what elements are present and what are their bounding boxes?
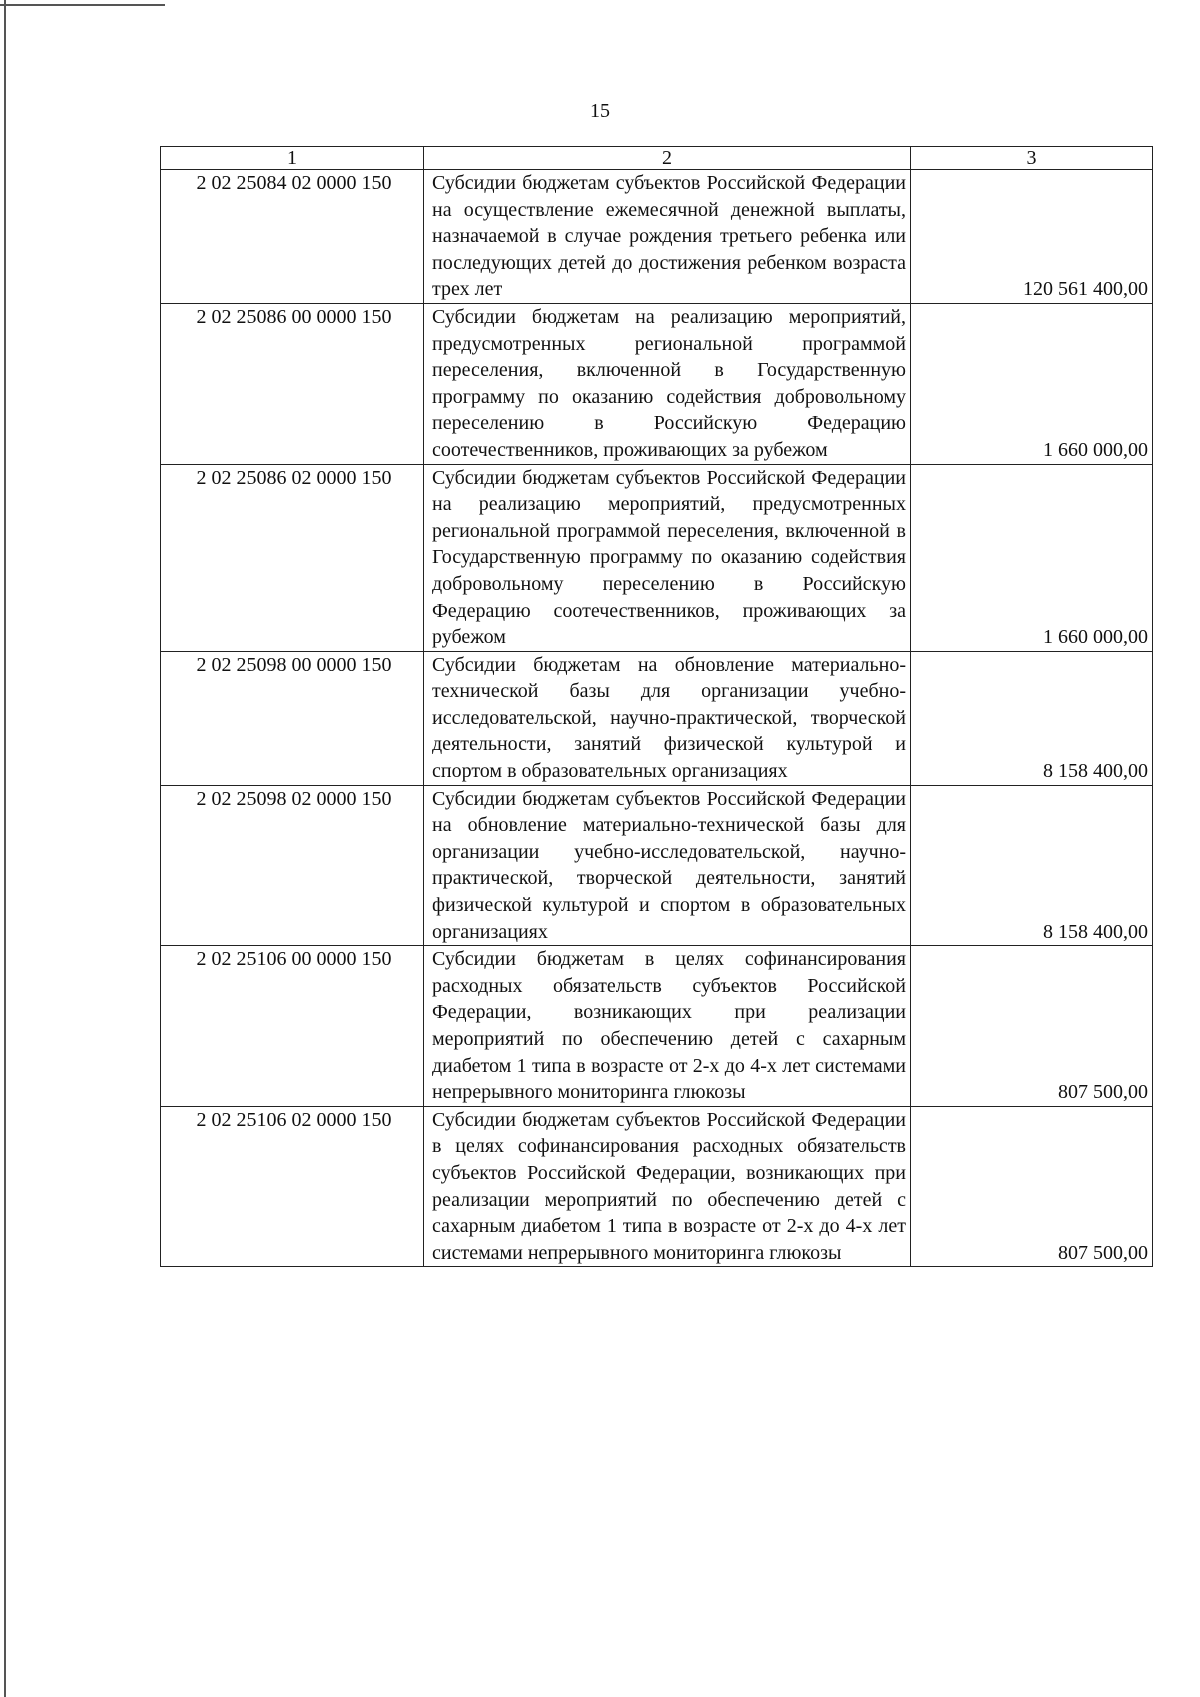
description-cell: Субсидии бюджетам субъектов Российской Федерации на обновление материально-технической базы для организации учебно-исследовательской, научно-практической, творческой деятельности, занятий физической культурой и спортом в образовательных организациях xyxy=(424,785,911,946)
budget-code-cell: 2 02 25106 00 0000 150 xyxy=(161,946,424,1107)
amount-cell: 1 660 000,00 xyxy=(911,303,1153,464)
table-row xyxy=(161,946,1153,1107)
budget-income-table xyxy=(160,146,1153,1267)
budget-code-cell: 2 02 25086 02 0000 150 xyxy=(161,464,424,651)
table-row xyxy=(161,785,1153,946)
scan-border-left xyxy=(4,0,6,1697)
budget-code-cell: 2 02 25086 00 0000 150 xyxy=(161,303,424,464)
column-header-code: 1 xyxy=(161,147,424,170)
budget-code-cell: 2 02 25106 02 0000 150 xyxy=(161,1106,424,1267)
amount-cell: 8 158 400,00 xyxy=(911,785,1153,946)
amount-cell: 8 158 400,00 xyxy=(911,651,1153,785)
description-cell: Субсидии бюджетам в целях софинансирования расходных обязательств субъектов Российской Федерации, возникающих при реализации мероприятий по обеспечению детей с сахарным диабетом 1 типа в возрасте от 2-х до 4-х лет системами непрерывного мониторинга глюкозы xyxy=(424,946,911,1107)
amount-cell: 1 660 000,00 xyxy=(911,464,1153,651)
column-header-description: 2 xyxy=(424,147,911,170)
description-cell: Субсидии бюджетам субъектов Российской Федерации на осуществление ежемесячной денежной выплаты, назначаемой в случае рождения третьего ребенка или последующих детей до достижения ребенком возраста трех лет xyxy=(424,170,911,304)
table-body xyxy=(161,170,1153,1267)
budget-code-cell: 2 02 25098 00 0000 150 xyxy=(161,651,424,785)
table-row xyxy=(161,1106,1153,1267)
amount-cell: 120 561 400,00 xyxy=(911,170,1153,304)
description-cell: Субсидии бюджетам субъектов Российской Федерации в целях софинансирования расходных обязательств субъектов Российской Федерации, возникающих при реализации мероприятий по обеспечению детей с сахарным диабетом 1 типа в возрасте от 2-х до 4-х лет системами непрерывного мониторинга глюкозы xyxy=(424,1106,911,1267)
amount-cell: 807 500,00 xyxy=(911,1106,1153,1267)
table-row xyxy=(161,303,1153,464)
table-row xyxy=(161,651,1153,785)
table-row xyxy=(161,170,1153,304)
budget-code-cell: 2 02 25084 02 0000 150 xyxy=(161,170,424,304)
table-header-row xyxy=(161,147,1153,170)
description-cell: Субсидии бюджетам на обновление материально-технической базы для организации учебно-исследовательской, научно-практической, творческой деятельности, занятий физической культурой и спортом в образовательных организациях xyxy=(424,651,911,785)
table-header xyxy=(161,147,1153,170)
scan-border-top xyxy=(0,4,165,6)
budget-code-cell: 2 02 25098 02 0000 150 xyxy=(161,785,424,946)
description-cell: Субсидии бюджетам на реализацию мероприятий, предусмотренных региональной программой переселения, включенной в Государственную программу по оказанию содействия добровольному переселению в Российскую Федерацию соотечественников, проживающих за рубежом xyxy=(424,303,911,464)
table-row xyxy=(161,464,1153,651)
page-number: 15 xyxy=(590,100,610,122)
amount-cell: 807 500,00 xyxy=(911,946,1153,1107)
column-header-amount: 3 xyxy=(911,147,1153,170)
description-cell: Субсидии бюджетам субъектов Российской Федерации на реализацию мероприятий, предусмотренных региональной программой переселения, включенной в Государственную программу по оказанию содействия добровольному переселению в Российскую Федерацию соотечественников, проживающих за рубежом xyxy=(424,464,911,651)
